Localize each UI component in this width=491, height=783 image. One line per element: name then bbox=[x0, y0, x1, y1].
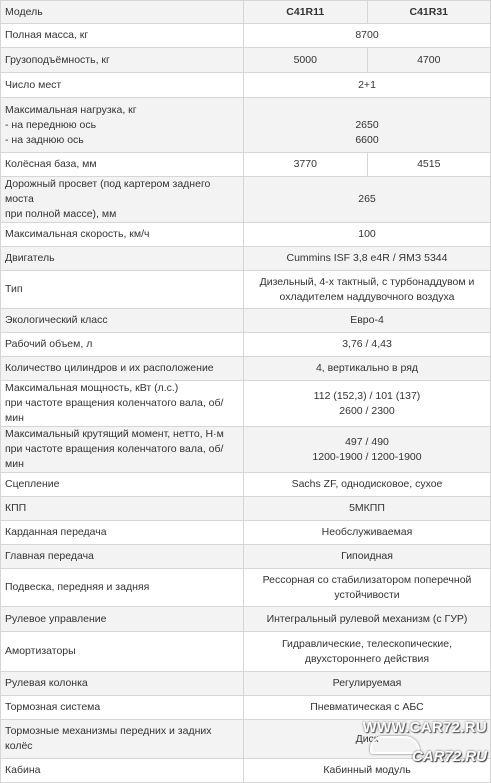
row-value: Рессорная со стабилизатором поперечной устойчивости bbox=[244, 569, 491, 607]
row-value: Интегральный рулевой механизм (с ГУР) bbox=[244, 607, 491, 632]
row-label: Рабочий объем, л bbox=[1, 333, 244, 357]
row-label: Сцепление bbox=[1, 473, 244, 497]
row-value: 4, вертикально в ряд bbox=[244, 357, 491, 381]
row-label: КПП bbox=[1, 497, 244, 521]
row-value: Гидравлические, телескопические, двухстороннего действия bbox=[244, 632, 491, 672]
row-label: Главная передача bbox=[1, 545, 244, 569]
row-value: Гипоидная bbox=[244, 545, 491, 569]
row-value: Cummins ISF 3,8 e4R / ЯМЗ 5344 bbox=[244, 247, 491, 271]
table-row bbox=[1, 632, 491, 672]
row-label: Количество цилиндров и их расположение bbox=[1, 357, 244, 381]
row-label: Полная масса, кг bbox=[1, 24, 244, 48]
table-row bbox=[1, 48, 491, 73]
table-row bbox=[1, 545, 491, 569]
watermark-logo-text: CAR72.RU bbox=[411, 748, 487, 765]
table-row bbox=[1, 223, 491, 247]
row-label: Тормозная система bbox=[1, 696, 244, 720]
row-value: 2+1 bbox=[244, 73, 491, 98]
table-row bbox=[1, 427, 491, 473]
row-value-c41r11: 5000 bbox=[244, 48, 368, 73]
row-value: Дизельный, 4-х тактный, с турбонаддувом и охладителем наддувочного воздуха bbox=[244, 271, 491, 309]
row-value: Регулируемая bbox=[244, 672, 491, 696]
row-label: Кабина bbox=[1, 759, 244, 783]
row-value: 100 bbox=[244, 223, 491, 247]
row-value: 8700 bbox=[244, 24, 491, 48]
table-row bbox=[1, 271, 491, 309]
row-value-c41r11: 3770 bbox=[244, 153, 368, 177]
row-value: Sachs ZF, однодисковое, сухое bbox=[244, 473, 491, 497]
row-label: Экологический класс bbox=[1, 309, 244, 333]
row-label: Рулевая колонка bbox=[1, 672, 244, 696]
row-label: Подвеска, передняя и задняя bbox=[1, 569, 244, 607]
row-value-c41r31: 4700 bbox=[367, 48, 491, 73]
row-label: Максимальная нагрузка, кг - на переднюю ось - на заднюю ось bbox=[1, 98, 244, 153]
row-value: Кабинный модуль bbox=[244, 759, 491, 783]
row-label: Двигатель bbox=[1, 247, 244, 271]
header-model-c41r11: C41R11 bbox=[244, 1, 368, 24]
table-row bbox=[1, 672, 491, 696]
table-row bbox=[1, 696, 491, 720]
table-row bbox=[1, 73, 491, 98]
header-model-c41r31: C41R31 bbox=[367, 1, 491, 24]
row-label: Карданная передача bbox=[1, 521, 244, 545]
row-label: Максимальная скорость, км/ч bbox=[1, 223, 244, 247]
row-label: Дорожный просвет (под картером заднего моста при полной массе), мм bbox=[1, 177, 244, 223]
row-value: 3,76 / 4,43 bbox=[244, 333, 491, 357]
table-row bbox=[1, 153, 491, 177]
row-label: Максимальный крутящий момент, нетто, Н·м при частоте вращения коленчатого вала, об/мин bbox=[1, 427, 244, 473]
table-row bbox=[1, 247, 491, 271]
row-label: Тормозные механизмы передних и задних колёс bbox=[1, 720, 244, 759]
row-label: Максимальная мощность, кВт (л.с.) при частоте вращения коленчатого вала, об/мин bbox=[1, 381, 244, 427]
table-row bbox=[1, 357, 491, 381]
table-row bbox=[1, 177, 491, 223]
row-value: 265 bbox=[244, 177, 491, 223]
row-value: Необслуживаемая bbox=[244, 521, 491, 545]
table-row bbox=[1, 521, 491, 545]
watermark-site-url: WWW.CAR72.RU bbox=[362, 719, 487, 736]
row-value: Евро-4 bbox=[244, 309, 491, 333]
row-value: 112 (152,3) / 101 (137) 2600 / 2300 bbox=[244, 381, 491, 427]
table-row bbox=[1, 381, 491, 427]
row-value: Пневматическая с АБС bbox=[244, 696, 491, 720]
row-value-c41r31: 4515 bbox=[367, 153, 491, 177]
row-value: 2650 6600 bbox=[244, 98, 491, 153]
row-value: 497 / 490 1200-1900 / 1200-1900 bbox=[244, 427, 491, 473]
row-label: Рулевое управление bbox=[1, 607, 244, 632]
row-label: Грузоподъёмность, кг bbox=[1, 48, 244, 73]
header-row bbox=[1, 1, 491, 24]
row-value: 5МКПП bbox=[244, 497, 491, 521]
row-label: Число мест bbox=[1, 73, 244, 98]
table-row bbox=[1, 24, 491, 48]
table-row bbox=[1, 473, 491, 497]
table-row bbox=[1, 569, 491, 607]
table-row bbox=[1, 309, 491, 333]
header-label: Модель bbox=[1, 1, 244, 24]
row-value: Диск bbox=[244, 720, 491, 759]
table-row bbox=[1, 607, 491, 632]
row-label: Амортизаторы bbox=[1, 632, 244, 672]
table-row bbox=[1, 333, 491, 357]
row-label: Тип bbox=[1, 271, 244, 309]
table-row bbox=[1, 759, 491, 783]
row-label: Колёсная база, мм bbox=[1, 153, 244, 177]
table-row bbox=[1, 497, 491, 521]
table-row bbox=[1, 720, 491, 759]
table-row bbox=[1, 98, 491, 153]
